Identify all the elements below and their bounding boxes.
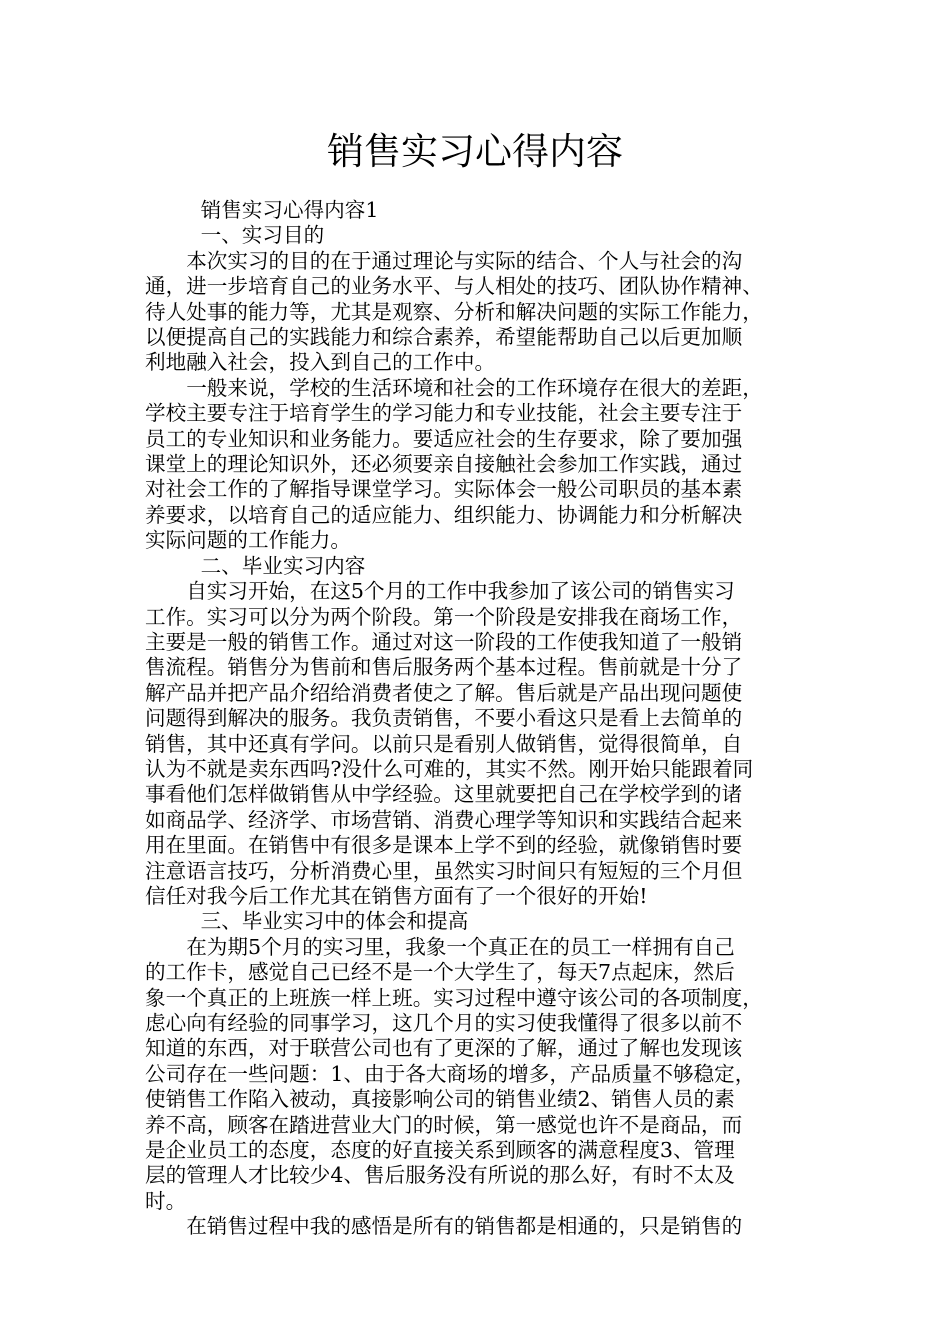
body-paragraph: 自实习开始，在这5个月的工作中我参加了该公司的销售实习 工作。实习可以分为两个阶段。第一个阶段是安排我在商场工作， 主要是一般的销售工作。通过对这一阶段的工作使我知道了一般销 售流程。销售分为售前和售后服务两个基本过程。售前就是十分了 解产品并把产品介绍给消费者使之了解。售后就是产品出现问题使 问题得到解决的服务。我负责销售，不要小看这只是看上去简单的 销售，其中还真有学问。以前只是看别人做销售，觉得很简单，自 认为不就是卖东西吗?没什么可难的，其实不然。刚开始只能跟着同 事看他们怎样做销售从中学经验。这里就要把自己在学校学到的诸 如商品学、经济学、市场营销、消费心理学等知识和实践结合起来 用在里面。在销售中有很多是课本上学不到的经验，就像销售时要 注意语言技巧，分析消费心里，虽然实习时间只有短短的三个月但 信任对我今后工作尤其在销售方面有了一个很好的开始! bbox=[145, 579, 754, 908]
section-heading: 三、毕业实习中的体会和提高 bbox=[200, 909, 469, 934]
body-paragraph: 一般来说，学校的生活环境和社会的工作环境存在很大的差距， 学校主要专注于培育学生的学习能力和专业技能，社会主要专注于 员工的专业知识和业务能力。要适应社会的生存要求，除了要加强 课堂上的理论知识外，还必须要亲自接触社会参加工作实践，通过 对社会工作的了解指导课堂学习。实际体会一般公司职员的基本素 养要求，以培育自己的适应能力、组织能力、协调能力和分析解决 实际问题的工作能力。 bbox=[145, 375, 763, 553]
section-heading: 一、实习目的 bbox=[200, 223, 325, 248]
body-paragraph: 在为期5个月的实习里，我象一个真正在的员工一样拥有自己 的工作卡，感觉自己已经不是一个大学生了，每天7点起床，然后 象一个真正的上班族一样上班。实习过程中遵守该公司的各项制度， 虑心向有经验的同事学习，这几个月的实习使我懂得了很多以前不 知道的东西，对于联营公司也有了更深的了解，通过了解也发现该 公司存在一些问题：1、由于各大商场的增多，产品质量不够稳定， 使销售工作陷入被动，真接影响公司的销售业绩2、销售人员的素 养不高，顾客在踏进营业大门的时候，第一感觉也许不是商品，而 是企业员工的态度，态度的好直接关系到顾客的满意程度3、管理 层的管理人才比较少4、售后服务没有所说的那么好，有时不太及 时。 bbox=[145, 934, 763, 1213]
section-heading: 销售实习心得内容1 bbox=[200, 198, 379, 222]
document-body bbox=[145, 198, 807, 1240]
section-heading: 二、毕业实习内容 bbox=[200, 553, 366, 578]
document-title: 销售实习心得内容 bbox=[327, 130, 623, 173]
body-paragraph: 在销售过程中我的感悟是所有的销售都是相通的，只是销售的 bbox=[186, 1214, 743, 1239]
body-paragraph: 本次实习的目的在于通过理论与实际的结合、个人与社会的沟 通，进一步培育自己的业务水平、与人相处的技巧、团队协作精神、 待人处事的能力等，尤其是观察、分析和解决问题的实际工作能力， 以便提高自己的实践能力和综合素养，希望能帮助自己以后更加顺 利地融入社会，投入到自己的工作中。 bbox=[145, 248, 763, 375]
